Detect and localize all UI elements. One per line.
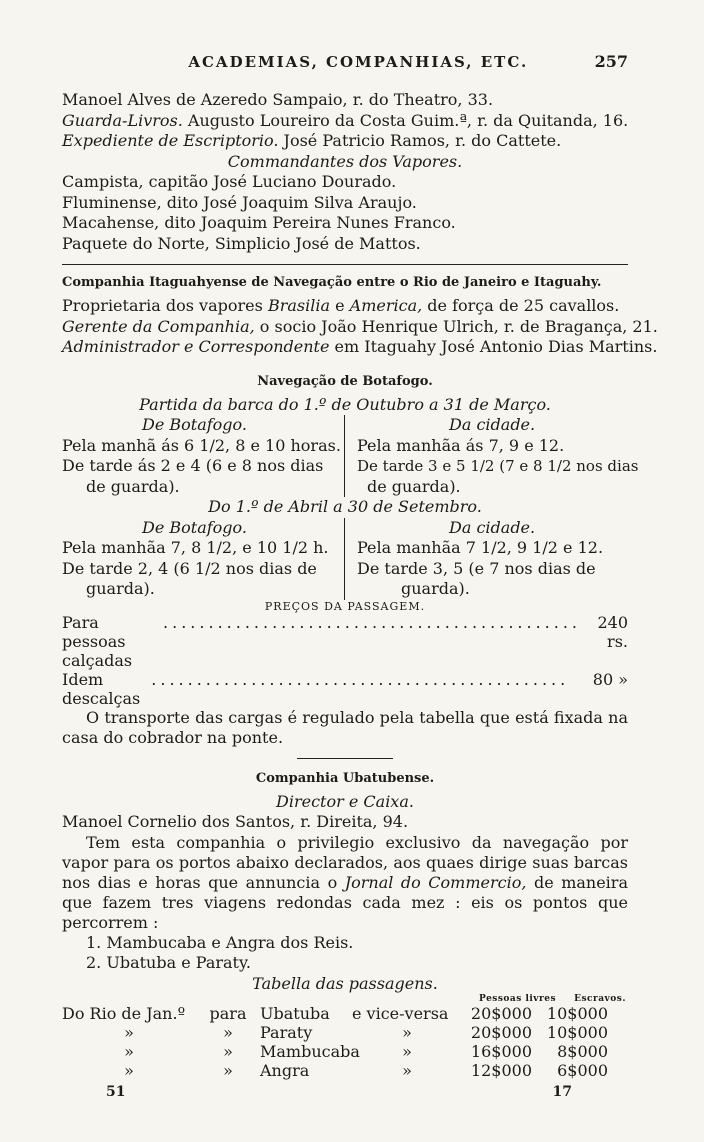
schedule-line: guarda). (401, 579, 470, 598)
col-free-header: Pessoas livres (479, 994, 557, 1004)
cargo-note: O transporte das cargas é regulado pela tabella que está fixada na casa do cobrador na ponte. (62, 707, 628, 747)
intro-line: Expediente de Escriptorio. José Patricio Ramos, r. do Cattete. (62, 131, 562, 150)
fare-table-heading: Tabella das passagens. (252, 973, 438, 993)
itaguahy-gerente: Gerente da Companhia, o socio João Henrique Ulrich, r. de Bragança, 21. (62, 316, 658, 336)
almanac-page (62, 52, 658, 1100)
fare-table (62, 1004, 628, 1080)
fare-slave: 10$000 (546, 1023, 608, 1042)
page-number: 257 (594, 52, 628, 71)
price-row: Idem descalças .............................................. 80 » (62, 669, 628, 708)
commandantes-heading: Commandantes dos Vapores. (227, 151, 463, 171)
column-heading: De Botafogo. (142, 517, 247, 537)
commandante-line: Campista, capitão José Luciano Dourado. (62, 172, 397, 191)
intro-line: Guarda-Livros. Augusto Loureiro da Costa Guim.ª, r. da Quitanda, 16. (62, 110, 629, 130)
schedule-period-1 (62, 415, 639, 497)
fare-free: 16$000 (470, 1042, 532, 1061)
botafogo-title: Navegação de Botafogo. (257, 373, 433, 389)
column-heading: Da cidade. (449, 415, 536, 434)
fare-slave: 8$000 (557, 1042, 608, 1061)
schedule-line: De tarde 3 e 5 1/2 (7 e 8 1/2 nos dias (357, 457, 639, 475)
commandante-line: Fluminense, dito José Joaquim Silva Araujo. (62, 192, 417, 212)
fare-from: » (124, 1023, 134, 1042)
schedule-line: Pela manhã ás 6 1/2, 8 e 10 horas. (62, 435, 341, 455)
fare-table-columns (62, 994, 628, 1004)
fare-via: para (209, 1004, 247, 1023)
commandante-line: Macahense, dito Joaquim Pereira Nunes Franco. (62, 213, 456, 232)
schedule-line: Pela manhãa 7, 8 1/2, e 10 1/2 h. (62, 538, 329, 557)
fare-from: » (124, 1042, 134, 1061)
itaguahy-title: Companhia Itaguahyense de Navegação entre o Rio de Janeiro e Itaguahy. (62, 275, 602, 290)
signature-mark-left: 51 (106, 1084, 126, 1100)
column-heading: De Botafogo. (142, 415, 247, 434)
running-header (62, 52, 628, 90)
fare-slave: 6$000 (557, 1061, 608, 1080)
itaguahy-admin: Administrador e Correspondente em Itaguahy José Antonio Dias Martins. (62, 337, 658, 356)
director-line: Manoel Cornelio dos Santos, r. Direita, 94. (62, 812, 409, 831)
itaguahy-line: Proprietaria dos vapores Brasilia e America, de força de 25 cavallos. (62, 296, 620, 315)
fare-to: Angra (260, 1061, 310, 1080)
intro-line: Manoel Alves de Azeredo Sampaio, r. do Theatro, 33. (62, 90, 494, 109)
commandante-line: Paquete do Norte, Simplicio José de Mattos. (62, 233, 421, 253)
fare-free: 20$000 (470, 1004, 532, 1023)
schedule-line: guarda). (86, 579, 155, 598)
schedule-line: de guarda). (367, 476, 461, 496)
director-heading: Director e Caixa. (276, 791, 414, 811)
fare-return: » (402, 1061, 412, 1080)
schedule-line: de guarda). (86, 476, 180, 496)
signature-mark-right: 17 (552, 1084, 572, 1100)
fare-return: » (402, 1023, 412, 1042)
column-heading: Da cidade. (449, 517, 536, 537)
privilege-paragraph: Tem esta companhia o privilegio exclusivo da navegação por vapor para os portos abaixo declarados, aos quaes dirige suas barcas nos dias e horas que annuncia o Jornal do Commercio, de maneira que fazem tres viagens redondas cada mez : eis os pontos que percorrem : (62, 832, 628, 932)
fare-to: Paraty (260, 1023, 313, 1042)
precos-title: PREÇOS DA PASSAGEM. (264, 599, 426, 613)
fare-free: 20$000 (470, 1023, 532, 1042)
col-slaves-header: Escravos. (574, 994, 626, 1004)
page-footer (62, 1080, 628, 1100)
fare-from: » (124, 1061, 134, 1080)
fare-slave: 10$000 (546, 1004, 608, 1023)
fare-from: Do Rio de Jan.º (62, 1004, 186, 1023)
ubatubense-title: Companhia Ubatubense. (255, 770, 435, 786)
period-1: Partida da barca do 1.º de Outubro a 31 de Março. (139, 394, 551, 414)
period-2: Do 1.º de Abril a 30 de Setembro. (208, 497, 482, 516)
route-item: 1. Mambucaba e Angra dos Reis. (86, 932, 354, 952)
schedule-period-2 (62, 518, 628, 600)
fare-via: » (223, 1042, 233, 1061)
schedule-line: Pela manhãa 7 1/2, 9 1/2 e 12. (357, 538, 604, 557)
divider (297, 758, 393, 759)
divider (62, 264, 628, 265)
page-title: ACADEMIAS, COMPANHIAS, ETC. (188, 53, 529, 71)
fare-to: Mambucaba (260, 1042, 360, 1061)
price-row: Para pessoas calçadas .............................................. 240 rs. (62, 612, 628, 670)
fare-via: » (223, 1061, 233, 1080)
fare-via: » (223, 1023, 233, 1042)
schedule-line: De tarde ás 2 e 4 (6 e 8 nos dias (62, 456, 324, 475)
fare-free: 12$000 (470, 1061, 532, 1080)
fare-return: e vice-versa (352, 1004, 449, 1023)
schedule-line: De tarde 2, 4 (6 1/2 nos dias de (62, 558, 317, 578)
schedule-line: Pela manhãa ás 7, 9 e 12. (357, 435, 565, 455)
route-item: 2. Ubatuba e Paraty. (86, 953, 251, 972)
schedule-line: De tarde 3, 5 (e 7 nos dias de (357, 558, 596, 578)
fare-to: Ubatuba (260, 1004, 330, 1023)
fare-return: » (402, 1042, 412, 1061)
